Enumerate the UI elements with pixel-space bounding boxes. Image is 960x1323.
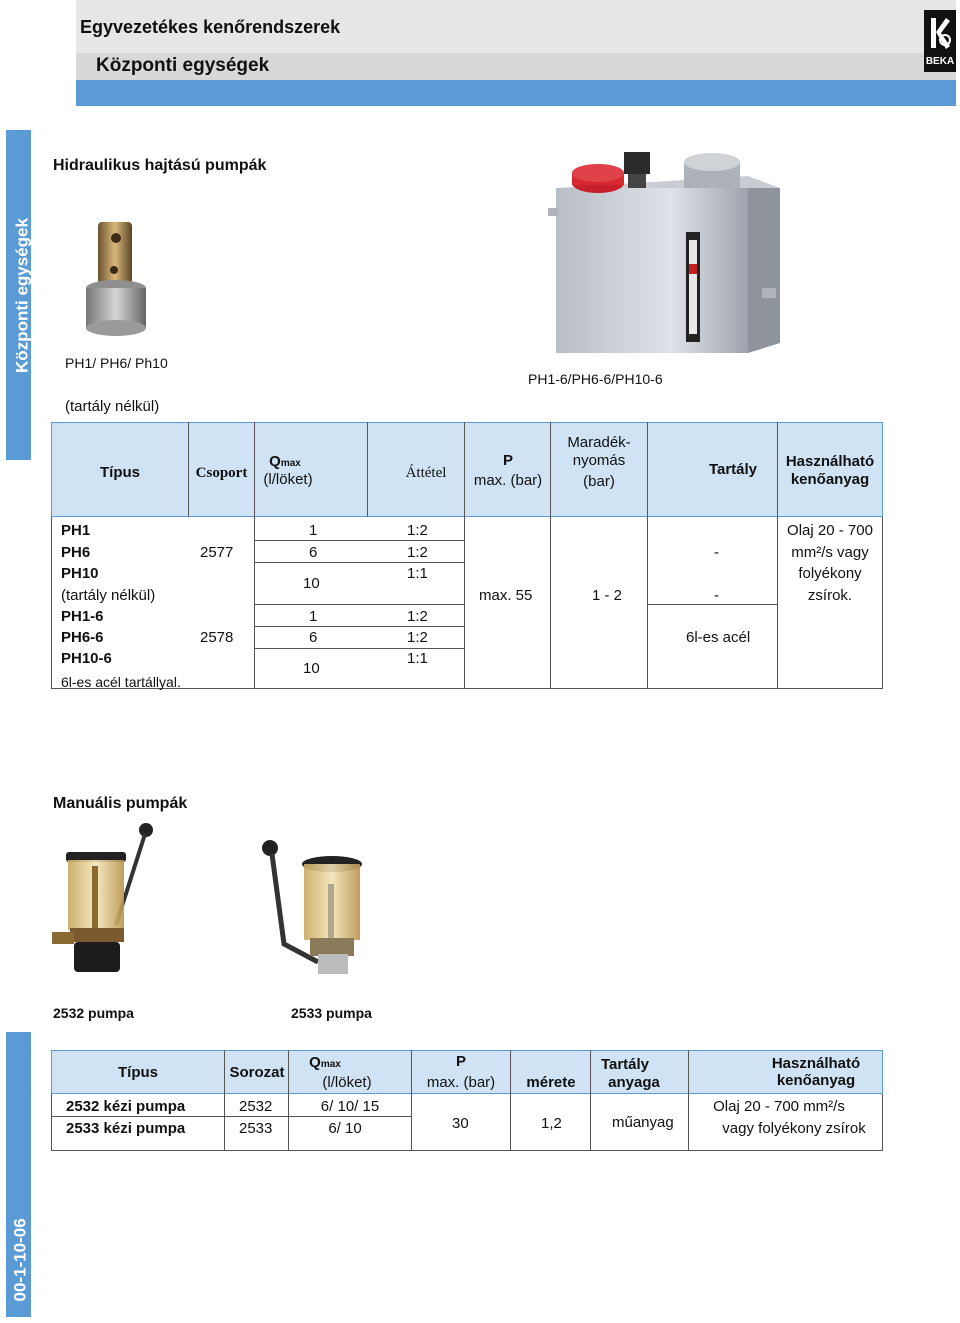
header-blue-strip [76,80,956,106]
th-q: Qmax [269,453,301,470]
row2-series: 2533 [239,1120,273,1137]
page-code: 00-1-10-06 [10,1218,30,1302]
row-type: PH6 [61,544,91,561]
th2-p: P [455,1053,466,1070]
tank-cell: - [714,587,719,604]
th2-tipus: Típus [118,1064,158,1081]
row2-size: 1,2 [541,1115,562,1132]
q-cell: 10 [303,660,320,677]
row2-q: 6/ 10 [328,1120,362,1137]
ratio-cell: 1:2 [407,629,428,646]
ratio-cell: 1:1 [407,565,428,582]
group-cell: 2577 [200,544,234,561]
th-p: P [502,452,513,469]
th2-anyaga: anyaga [608,1074,660,1091]
th-q-unit: (l/löket) [263,471,313,488]
th-kenoanyag: kenőanyag [790,471,870,488]
img2-caption: PH1-6/PH6-6/PH10-6 [528,371,663,387]
beka-logo [924,10,956,72]
logo-text: BEKA [925,56,955,67]
row2-pmax: 30 [452,1115,469,1132]
th2-sorozat: Sorozat [229,1064,285,1081]
hydraulic-pump-tank-image [548,148,788,360]
row2-type: 2532 kézi pumpa [66,1098,186,1115]
th-residual-2: nyomás [572,452,626,469]
th2-merete: mérete [526,1074,576,1091]
lub-cell: zsírok. [807,587,853,604]
q-cell: 6 [309,544,318,561]
th-csoport: Csoport [195,465,248,481]
manual-pump-2533-image [256,834,376,980]
th2-p-unit: max. (bar) [426,1074,496,1091]
row-type: PH6-6 [61,629,104,646]
th2-q-unit: (l/löket) [322,1074,372,1091]
group-cell: 2578 [200,629,234,646]
hydraulic-pump-image [82,218,152,343]
th-hasznalhato: Használható [785,453,875,470]
row-type-note: (tartály nélkül) [61,587,156,604]
pmax-cell: max. 55 [479,587,533,604]
tank-cell: - [714,544,719,561]
ratio-cell: 1:2 [407,608,428,625]
row2-type: 2533 kézi pumpa [66,1120,186,1137]
ratio-cell: 1:2 [407,522,428,539]
th2-q: Qmax [309,1054,341,1071]
q-cell: 6 [309,629,318,646]
th-residual-1: Maradék- [567,434,631,451]
side-tab-label: Központi egységek [12,218,32,373]
logo-gear-icon [928,16,952,52]
lub-cell: Olaj 20 - 700 [787,522,873,539]
header-subtitle: Központi egységek [96,55,270,76]
lub-cell: mm²/s vagy [791,544,869,561]
manual-pump-2532-image [48,820,168,980]
img3-caption: 2532 pumpa [53,1005,134,1021]
q-cell: 1 [309,608,318,625]
q-cell: 1 [309,522,318,539]
row2-series: 2532 [239,1098,273,1115]
row2-lub: Olaj 20 - 700 mm²/s [713,1098,845,1115]
q-cell: 10 [303,575,320,592]
row-type: PH1 [61,522,91,539]
row-type: PH10-6 [61,650,112,667]
th-tipus: Típus [100,464,140,481]
section-heading-hydraulic: Hidraulikus hajtású pumpák [53,157,267,174]
row-type-note: 6l-es acél tartállyal. [61,674,181,690]
row2-q: 6/ 10/ 15 [320,1098,380,1115]
ratio-cell: 1:1 [407,650,428,667]
th2-hasznalhato: Használható [771,1055,861,1072]
th-residual-3: (bar) [583,473,615,490]
tank-cell: 6l-es acél [686,629,751,646]
img1-caption: PH1/ PH6/ Ph10 [65,355,168,371]
row2-lub: vagy folyékony zsírok [722,1120,866,1137]
th-p-unit: max. (bar) [473,472,543,489]
lub-cell: folyékony [798,565,862,582]
th2-kenoanyag: kenőanyag [776,1072,856,1089]
row-type: PH1-6 [61,608,104,625]
row-type: PH10 [61,565,99,582]
residual-cell: 1 - 2 [592,587,623,604]
th-attetel: Áttétel [405,465,447,481]
row2-material: műanyag [612,1114,674,1131]
header-title: Egyvezetékes kenőrendszerek [80,17,341,37]
img1-caption-sub: (tartály nélkül) [65,398,160,415]
img4-caption: 2533 pumpa [291,1005,372,1021]
section-heading-manual: Manuális pumpák [53,795,188,812]
ratio-cell: 1:2 [407,544,428,561]
th2-tartaly: Tartály [600,1056,650,1073]
th-tartaly: Tartály [708,461,758,478]
